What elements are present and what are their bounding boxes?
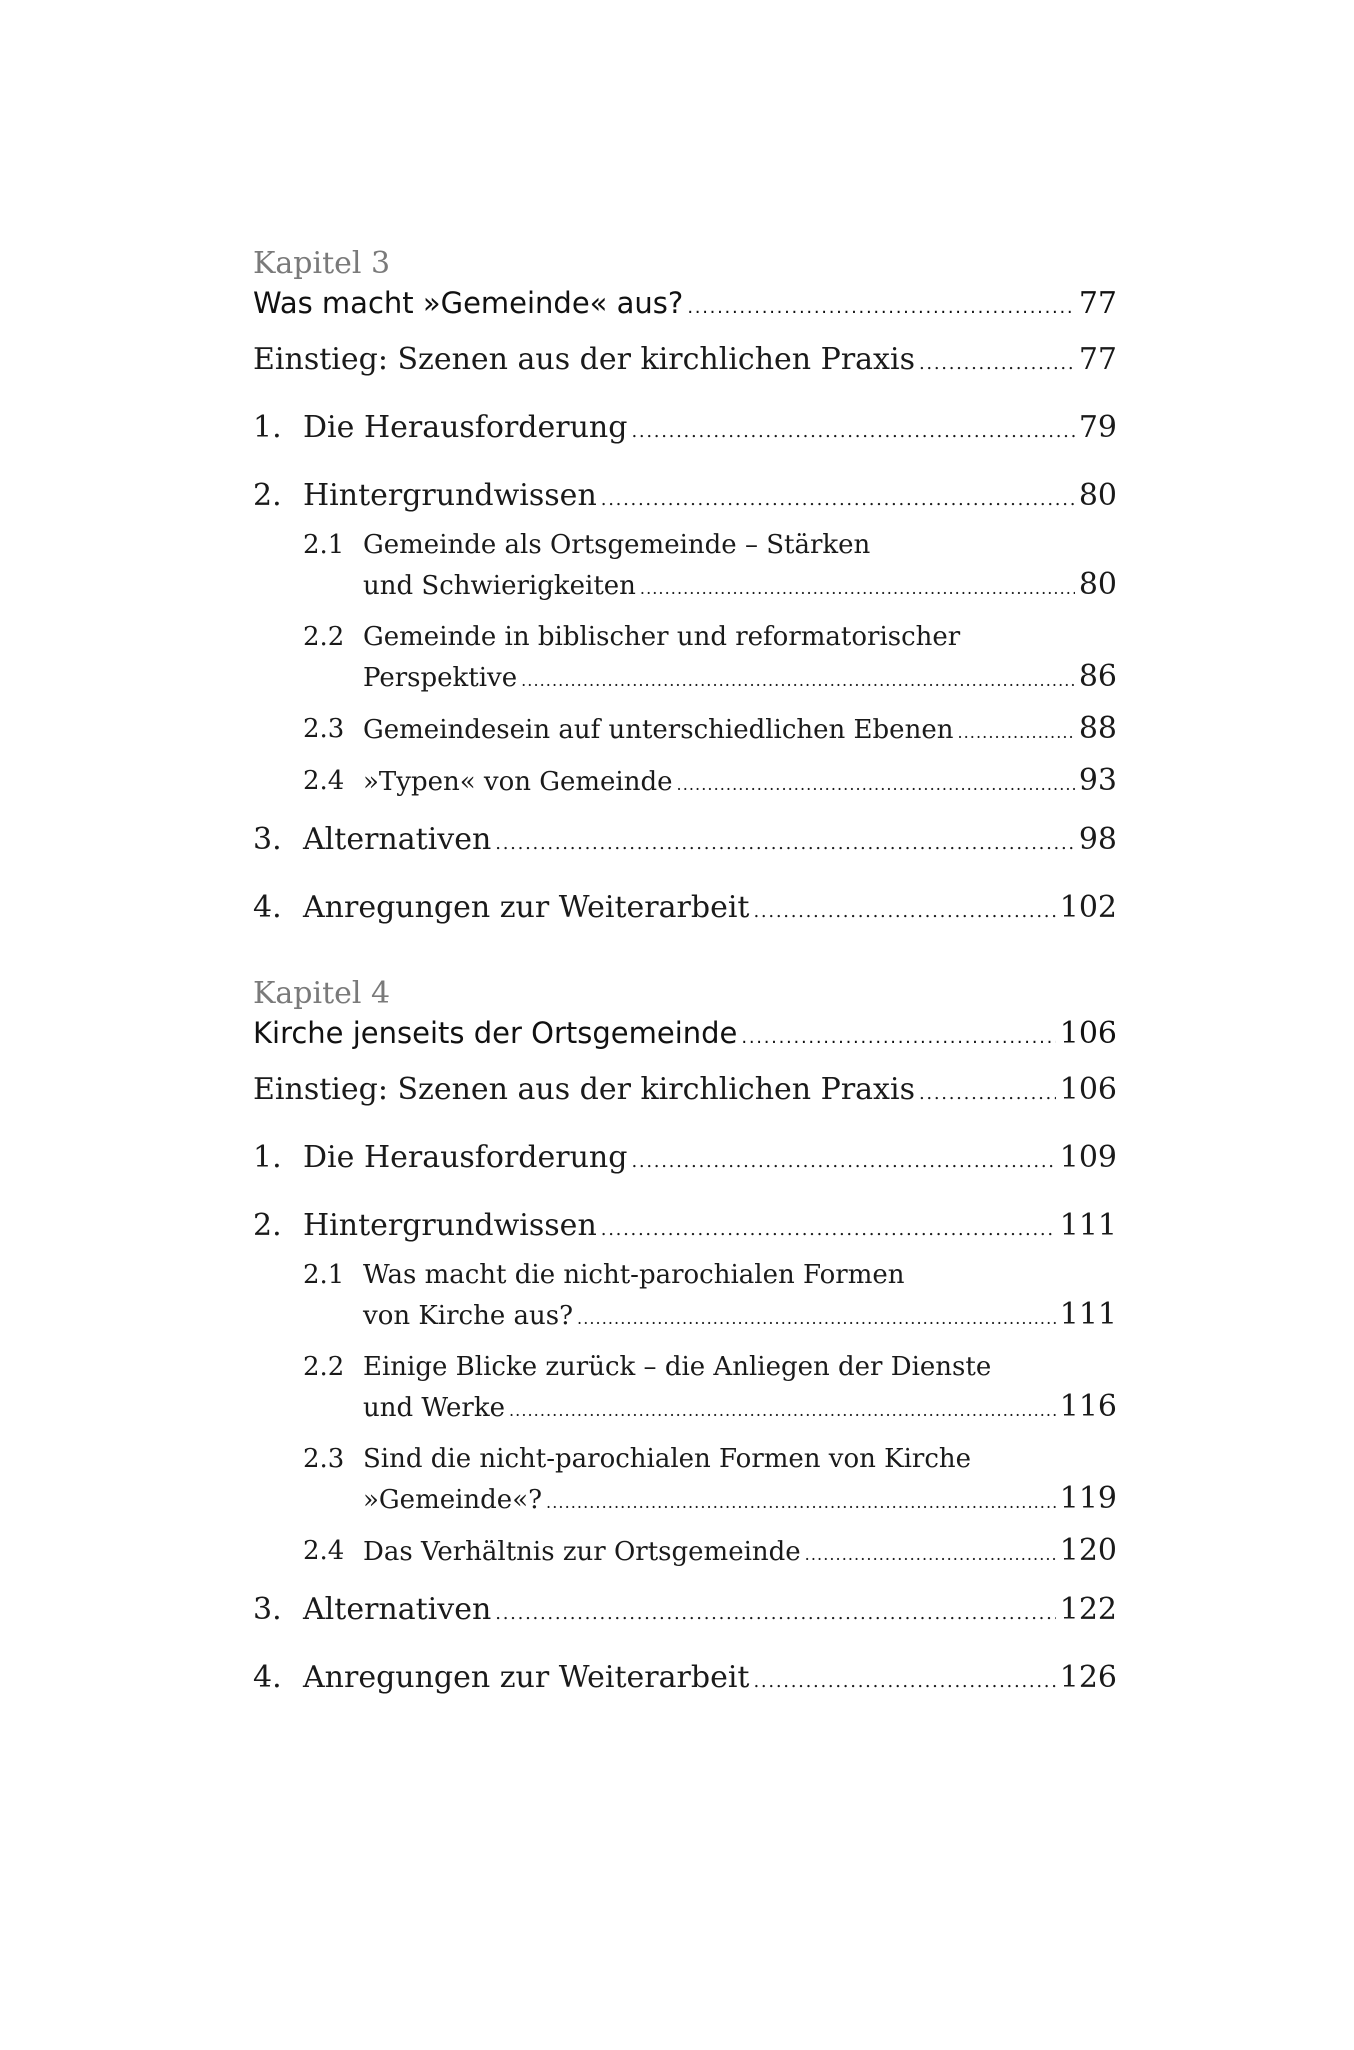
subsection-number: 2.1 bbox=[303, 1260, 345, 1290]
chapter-title-entry[interactable] bbox=[253, 284, 1117, 327]
entry-text: Einstieg: Szenen aus der kirchlichen Praxis bbox=[253, 342, 915, 377]
leader-dots bbox=[753, 1659, 1055, 1701]
page-number: 102 bbox=[1059, 890, 1117, 925]
toc-entry[interactable] bbox=[253, 1591, 1117, 1633]
toc-subentry[interactable] bbox=[303, 1531, 1117, 1575]
entry-text: Hintergrundwissen bbox=[303, 478, 597, 513]
chapter-title-entry[interactable] bbox=[253, 1014, 1117, 1057]
subsection-list bbox=[303, 525, 1117, 805]
page-number: 79 bbox=[1078, 410, 1117, 445]
toc-subentry[interactable] bbox=[303, 761, 1117, 805]
leader-dots bbox=[957, 710, 1074, 753]
toc-entry[interactable] bbox=[253, 889, 1117, 931]
section-number: 2. bbox=[253, 1208, 282, 1243]
leader-dots bbox=[677, 762, 1075, 805]
section-number: 2. bbox=[253, 478, 282, 513]
page-number: 126 bbox=[1059, 1660, 1117, 1695]
toc-entry[interactable] bbox=[253, 1207, 1117, 1249]
toc-entry[interactable] bbox=[253, 1139, 1117, 1181]
leader-dots bbox=[631, 409, 1074, 451]
subsection-number: 2.4 bbox=[303, 766, 345, 796]
subsection-number: 2.2 bbox=[303, 622, 345, 652]
leader-dots bbox=[546, 1480, 1056, 1523]
leader-dots bbox=[640, 566, 1075, 609]
leader-dots bbox=[577, 1296, 1056, 1339]
section-number: 3. bbox=[253, 822, 282, 857]
leader-dots bbox=[919, 341, 1075, 383]
toc-subentry[interactable] bbox=[303, 1347, 1117, 1431]
page-number: 93 bbox=[1078, 763, 1117, 798]
entry-text: »Typen« von Gemeinde bbox=[363, 767, 673, 797]
page-number: 109 bbox=[1059, 1140, 1117, 1175]
page-number: 106 bbox=[1059, 1072, 1117, 1107]
toc-entry[interactable] bbox=[253, 477, 1117, 519]
toc-subentry[interactable] bbox=[303, 709, 1117, 753]
toc-entry-intro[interactable] bbox=[253, 1071, 1117, 1113]
chapter-4 bbox=[253, 974, 1117, 1701]
page-number: 116 bbox=[1059, 1389, 1117, 1424]
entry-text: Gemeinde als Ortsgemeinde – Stärken bbox=[363, 530, 871, 560]
section-number: 3. bbox=[253, 1592, 282, 1627]
chapter-title: Was macht »Gemeinde« aus? bbox=[253, 286, 684, 320]
entry-text: Gemeinde in biblischer und reformatorischer bbox=[363, 622, 961, 652]
entry-text: Einstieg: Szenen aus der kirchlichen Praxis bbox=[253, 1072, 915, 1107]
page-number: 77 bbox=[1078, 286, 1117, 321]
toc-subentry[interactable] bbox=[303, 617, 1117, 701]
page-number: 122 bbox=[1059, 1592, 1117, 1627]
entry-text: Anregungen zur Weiterarbeit bbox=[303, 890, 750, 925]
page-number: 120 bbox=[1059, 1533, 1117, 1568]
entry-text: Einige Blicke zurück – die Anliegen der Dienste bbox=[363, 1352, 992, 1382]
chapter-label: Kapitel 3 bbox=[253, 246, 391, 281]
chapter-3 bbox=[253, 244, 1117, 931]
leader-dots bbox=[919, 1071, 1056, 1113]
entry-text: Alternativen bbox=[303, 822, 492, 857]
entry-text: Anregungen zur Weiterarbeit bbox=[303, 1660, 750, 1695]
subsection-number: 2.3 bbox=[303, 714, 345, 744]
section-number: 4. bbox=[253, 1660, 282, 1695]
entry-text: von Kirche aus? bbox=[363, 1301, 574, 1331]
page-number: 111 bbox=[1059, 1208, 1117, 1243]
leader-dots bbox=[495, 1591, 1055, 1633]
subsection-number: 2.1 bbox=[303, 530, 345, 560]
entry-text: und Schwierigkeiten bbox=[363, 571, 636, 601]
subsection-number: 2.2 bbox=[303, 1352, 345, 1382]
toc-subentry[interactable] bbox=[303, 1255, 1117, 1339]
leader-dots bbox=[509, 1388, 1056, 1431]
leader-dots bbox=[631, 1139, 1055, 1181]
entry-text: Die Herausforderung bbox=[303, 410, 628, 445]
toc-entry[interactable] bbox=[253, 1659, 1117, 1701]
entry-text: Gemeindesein auf unterschiedlichen Ebenen bbox=[363, 715, 954, 745]
page-number: 80 bbox=[1078, 478, 1117, 513]
entry-text: Was macht die nicht-parochialen Formen bbox=[363, 1260, 905, 1290]
subsection-number: 2.4 bbox=[303, 1536, 345, 1566]
toc-entry[interactable] bbox=[253, 409, 1117, 451]
leader-dots bbox=[753, 889, 1055, 931]
subsection-list bbox=[303, 1255, 1117, 1575]
entry-text: Die Herausforderung bbox=[303, 1140, 628, 1175]
entry-text: Alternativen bbox=[303, 1592, 492, 1627]
page-number: 98 bbox=[1078, 822, 1117, 857]
section-number: 4. bbox=[253, 890, 282, 925]
toc-subentry[interactable] bbox=[303, 1439, 1117, 1523]
entry-text: Sind die nicht-parochialen Formen von Kirche bbox=[363, 1444, 972, 1474]
toc-entry[interactable] bbox=[253, 821, 1117, 863]
leader-dots bbox=[687, 284, 1075, 327]
section-number: 1. bbox=[253, 1140, 282, 1175]
entry-text: und Werke bbox=[363, 1393, 505, 1423]
page-number: 77 bbox=[1078, 342, 1117, 377]
chapter-title: Kirche jenseits der Ortsgemeinde bbox=[253, 1016, 738, 1050]
entry-text: Das Verhältnis zur Ortsgemeinde bbox=[363, 1537, 801, 1567]
page-number: 119 bbox=[1059, 1481, 1117, 1516]
page-number: 88 bbox=[1078, 711, 1117, 746]
entry-text: Hintergrundwissen bbox=[303, 1208, 597, 1243]
chapter-label: Kapitel 4 bbox=[253, 976, 391, 1011]
entry-text: Perspektive bbox=[363, 663, 518, 693]
entry-text: »Gemeinde«? bbox=[363, 1485, 543, 1515]
leader-dots bbox=[521, 658, 1075, 701]
toc-subentry[interactable] bbox=[303, 525, 1117, 609]
leader-dots bbox=[495, 821, 1075, 863]
leader-dots bbox=[601, 477, 1075, 519]
section-number: 1. bbox=[253, 410, 282, 445]
subsection-number: 2.3 bbox=[303, 1444, 345, 1474]
page-number: 106 bbox=[1059, 1016, 1117, 1051]
leader-dots bbox=[601, 1207, 1056, 1249]
page-number: 111 bbox=[1059, 1297, 1117, 1332]
toc-entry-intro[interactable] bbox=[253, 341, 1117, 383]
leader-dots bbox=[805, 1532, 1056, 1575]
leader-dots bbox=[741, 1014, 1055, 1057]
page-number: 80 bbox=[1078, 567, 1117, 602]
page-number: 86 bbox=[1078, 659, 1117, 694]
